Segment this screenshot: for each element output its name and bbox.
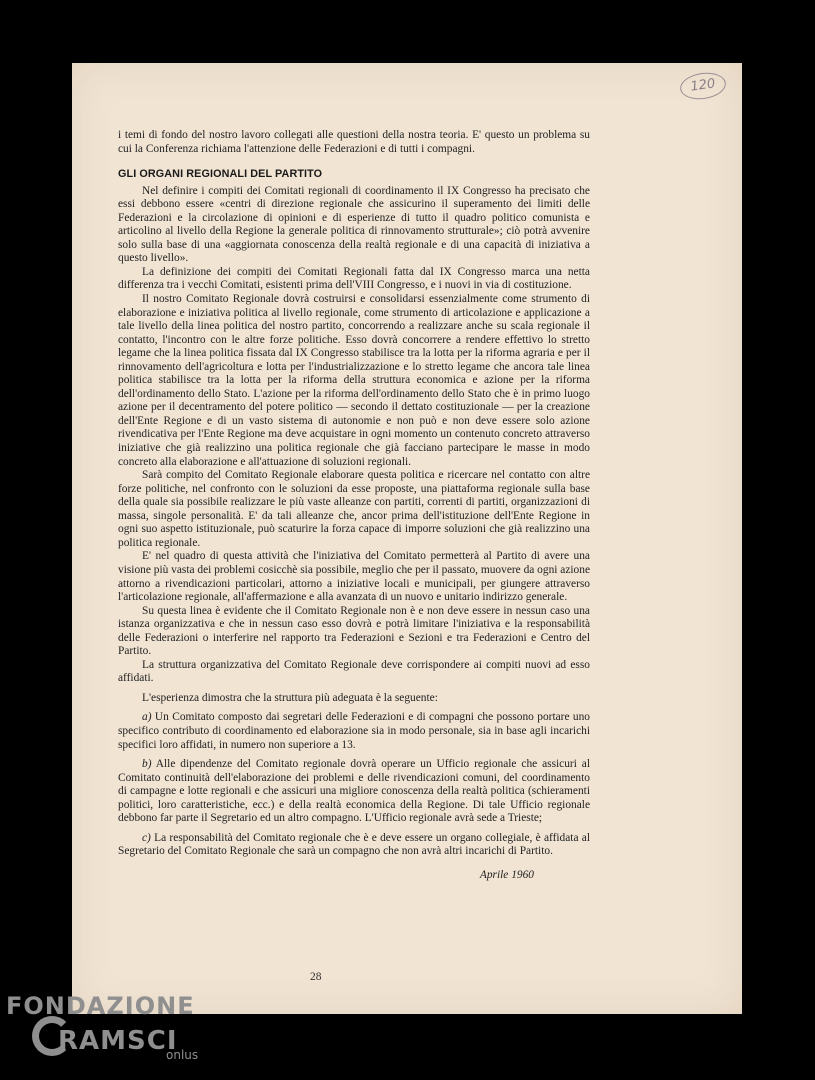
body-paragraph-1: Nel definire i compiti dei Comitati regionali di coordinamento il IX Congresso ha precisato che essi debbono essere «centri di direzione regionale che assicurino il superamento dei limiti delle Federazioni e la circolazione di opinioni e di esperienze di tutto il quadro politico comunista e articolino al livello della Regione la generale politica di rinnovamento strutturale»; ciò potrà avvenire solo sulla base di una «aggiornata conoscenza della realtà regionale e di una capacità di iniziativa a questo livello».: [118, 184, 590, 265]
body-paragraph-5: E' nel quadro di questa attività che l'iniziativa del Comitato permetterà al Partito di avere una visione più vasta dei problemi cosicchè sia possibile, meglio che per il passato, muovere da ogni azione attorno a rivendicazioni particolari, attorno a iniziative locali e municipali, per giungere attraverso l'articolazione regionale, all'affermazione e alla avanzata di un nuovo e unitario indirizzo generale.: [118, 550, 590, 604]
body-paragraph-3: Il nostro Comitato Regionale dovrà costruirsi e consolidarsi essenzialmente come strumento di elaborazione e iniziativa politica al livello regionale, come strumento di articolazione e applicazione a tale livello della linea politica del nostro partito, concorrendo a realizzare anche su scala regionale il contatto, l'incontro con le altre forze politiche. Esso dovrà concorrere a rendere effettivo lo stretto legame che la linea politica fissata dal IX Congresso stabilisce tra la lotta per la riforma agraria e per il rinnovamento dell'agricoltura e lotta per l'industrializzazione e lo stretto legame che ancora tale linea politica stabilisce tra la lotta per la riforma della struttura economica e azione per la riforma dell'ordinamento dello Stato. L'azione per la riforma dell'ordinamento dello Stato che è in primo luogo azione per il decentramento del potere politico — secondo il dettato costituzionale — per la creazione dell'Ente Regione e di un vasto sistema di autonomie e non può e non deve essere solo azione rivendicativa per l'Ente Regione ma deve acquistare in ogni momento un contenuto concreto attraverso iniziative che già realizzino una politica regionale che già facciano partecipare le masse in modo concreto alla elaborazione e all'attuazione di soluzioni regionali.: [118, 293, 590, 468]
list-text-c: La responsabilità del Comitato regionale che è e deve essere un organo collegiale, è affidata al Segretario del Comitato Regionale che sarà un compagno che non avrà altri incarichi di Partito.: [118, 831, 590, 858]
lead-in-paragraph: L'esperienza dimostra che la struttura più adeguata è la seguente:: [142, 691, 438, 704]
list-item-a: [118, 711, 590, 752]
watermark-line-2: RAMSCI: [58, 1026, 178, 1056]
body-paragraph-7: La struttura organizzativa del Comitato Regionale deve corrispondere ai compiti nuovi ad esso affidati.: [118, 658, 590, 685]
watermark-line-3: onlus: [166, 1048, 199, 1062]
document-date: Aprile 1960: [479, 868, 534, 881]
list-marker-a: a): [142, 711, 152, 724]
folio-handwritten-mark: 120: [678, 70, 727, 102]
section-heading: GLI ORGANI REGIONALI DEL PARTITO: [118, 168, 323, 181]
list-text-b: Alle dipendenze del Comitato regionale dovrà operare un Ufficio regionale che assicuri al Comitato continuità dell'elaborazione dei problemi e delle rivendicazioni comuni, del coordinamento di campagne e lotte regionali e che assicuri una migliore conoscenza della realtà politica (schieramenti politici, loro caratteristiche, ecc.) e della realtà economica della Regione. Di tale Ufficio regionale debbono far parte il Segretario ed un altro compagno. L'Ufficio regionale avrà sede a Trieste;: [118, 758, 590, 825]
list-marker-c: c): [142, 831, 151, 844]
list-item-c: [118, 832, 590, 859]
intro-paragraph: i temi di fondo del nostro lavoro collegati alle questioni della nostra teoria. E' questo un problema su cui la Conferenza richiama l'attenzione delle Federazioni e di tutti i compagni.: [118, 129, 590, 155]
body-paragraph-4: Sarà compito del Comitato Regionale elaborare questa politica e ricercare nel contatto con altre forze politiche, nel confronto con le soluzioni da esse proposte, una piattaforma regionale sulla base della quale sia possibile realizzare le più vaste alleanze con partiti, correnti di partiti, organizzazioni di massa, singole personalità. E' da tali alleanze che, ancor prima dell'istituzione dell'Ente Regione in ogni suo aspetto istituzionale, può scaturire la forza capace di imporre soluzioni che già realizzino una politica regionale.: [118, 469, 590, 549]
watermark-line-1: FONDAZIONE: [6, 992, 195, 1020]
list-text-a: Un Comitato composto dai segretari delle Federazioni e di compagni che possono portare uno specifico contributo di coordinamento ed elaborazione sia in modo personale, sia in base agli incarichi specifici loro affidati, in numero non superiore a 13.: [118, 711, 590, 751]
list-item-b: [118, 758, 590, 826]
document-body: [118, 129, 590, 882]
document-page: [72, 63, 742, 1014]
list-marker-b: b): [142, 758, 152, 771]
page-number: 28: [310, 971, 322, 983]
body-paragraph-2: La definizione dei compiti dei Comitati Regionali fatta dal IX Congresso marca una netta differenza tra i vecchi Comitati, esistenti prima dell'VIII Congresso, e i nuovi in via di costituzione.: [118, 265, 590, 292]
body-paragraph-6: Su questa linea è evidente che il Comitato Regionale non è e non deve essere in nessun caso una istanza organizzativa e che in nessun caso esso dovrà e potrà limitare l'iniziativa e la responsabilità delle Federazioni o interferire nel rapporto tra Federazioni e Sezioni e tra Federazioni e Centro del Partito.: [118, 604, 590, 658]
